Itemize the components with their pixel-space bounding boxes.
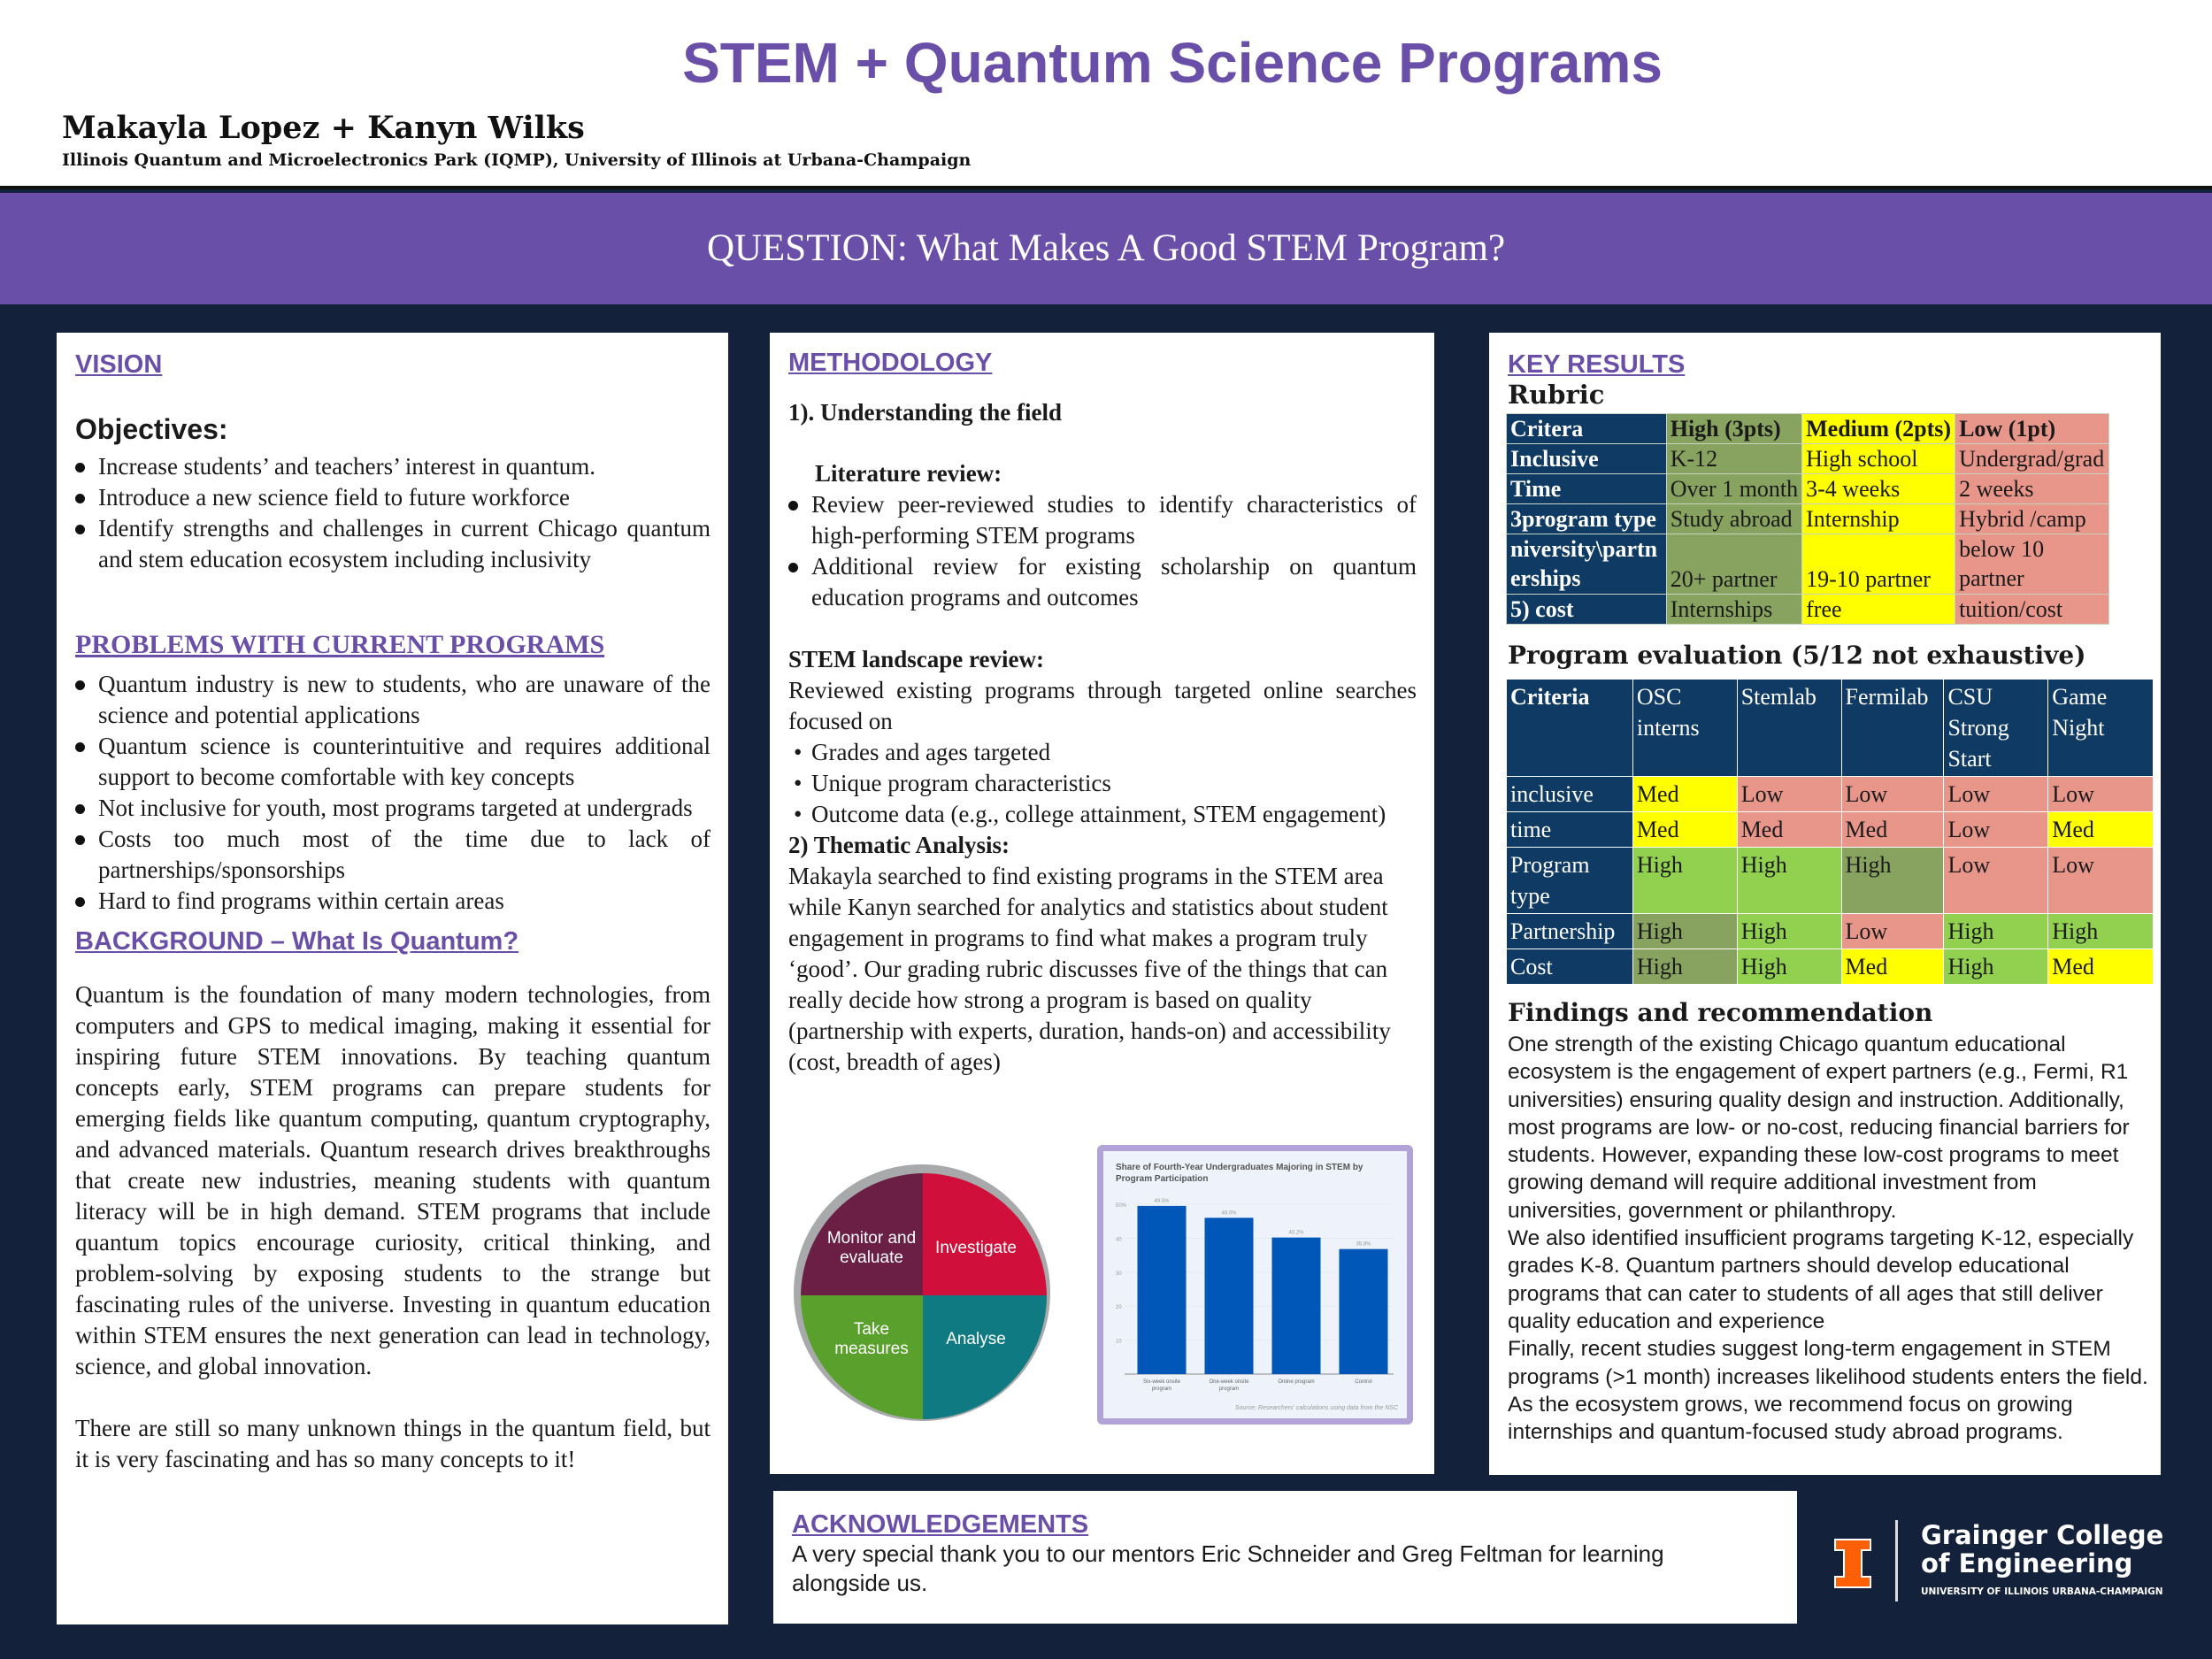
findings-paragraph: One strength of the existing Chicago quantum educational ecosystem is the engagement of expert partners (e.g., Fermi, R1 universities) ensuring quality design and instruction. Additionally, most programs are low- or no-cost, reducing financial barriers for students. However, expanding these low-cost programs to meet growing demand will require additional investment from universities, government or philanthropy.	[1508, 1033, 2130, 1223]
eval-cell: Low	[1944, 812, 2048, 848]
rubric-cell: Internship	[1802, 504, 1955, 534]
findings-text	[1508, 1031, 2154, 1446]
list-item: Increase students’ and teachers’ interest in quantum.	[75, 451, 710, 482]
eval-cell: High	[1737, 848, 1841, 914]
background-paragraph: Quantum is the foundation of many modern technologies, from computers and GPS to medical imaging, making it essential for inspiring future STEM innovations. By teaching quantum concepts early, STEM programs can prepare students for emerging fields like quantum computing, quantum cryptography, and advanced materials. Quantum research drives breakthroughs that create new industries, meaning students with quantum literacy will be in high demand. STEM programs that include quantum topics encourage curiosity, critical thinking, and problem-solving by exposing students to the strange but fascinating rules of the universe. Investing in quantum education within STEM ensures the next generation can lead in technology, science, and global innovation.	[75, 981, 710, 1379]
bar-value-label: 40.2%	[1288, 1230, 1304, 1236]
eval-cell: High	[1944, 949, 2048, 985]
eval-header-cell: Stemlab	[1737, 680, 1841, 777]
list-item: Not inclusive for youth, most programs targeted at undergrads	[75, 793, 710, 824]
rubric-cell: Medium (2pts)	[1802, 414, 1955, 444]
list-item: • Unique program characteristics	[788, 768, 1417, 799]
eval-header-row	[1507, 680, 2154, 777]
rubric-cell: free	[1802, 595, 1955, 625]
eval-cell: High	[1944, 914, 2048, 949]
cycle-investigate: Investigate	[923, 1173, 1047, 1297]
results-panel	[1489, 333, 2161, 1475]
eval-cell: Low	[1944, 848, 2048, 914]
rubric-cell: Inclusive	[1507, 444, 1667, 474]
findings-heading: Findings and recommendation	[1508, 998, 1933, 1027]
y-tick-label: 40	[1116, 1237, 1122, 1243]
rubric-cell: tuition/cost	[1955, 595, 2109, 625]
rubric-cell: Study abroad	[1666, 504, 1801, 534]
chart-title: Share of Fourth-Year Undergraduates Majoring in STEM by Program Participation	[1116, 1163, 1363, 1184]
bar-value-label: 36.8%	[1356, 1241, 1371, 1248]
rubric-cell: Undergrad/grad	[1955, 444, 2109, 474]
bar	[1272, 1238, 1321, 1374]
eval-cell: Med	[1841, 949, 1944, 985]
rubric-cell: 19-10 partner	[1802, 534, 1955, 595]
results-heading: KEY RESULTS	[1508, 350, 1686, 379]
chart-plot	[1103, 1151, 1407, 1418]
eval-cell: High	[1632, 914, 1737, 949]
eval-header-cell: CSU Strong Start	[1944, 680, 2048, 777]
eval-cell: Med	[1841, 812, 1944, 848]
logo-line3: UNIVERSITY OF ILLINOIS URBANA-CHAMPAIGN	[1921, 1586, 2163, 1597]
list-item: Identify strengths and challenges in current Chicago quantum and stem education ecosystem including inclusivity	[75, 513, 710, 575]
rubric-cell: 20+ partner	[1666, 534, 1801, 595]
rubric-cell: K-12	[1666, 444, 1801, 474]
rubric-heading: Rubric	[1508, 380, 1605, 410]
rubric-row	[1507, 534, 2109, 595]
cycle-diagram	[792, 1150, 1052, 1440]
landscape-text: Reviewed existing programs through targeted online searches focused on	[788, 677, 1417, 734]
list-item: Introduce a new science field to future workforce	[75, 482, 710, 513]
left-panel	[57, 333, 728, 1624]
logo-line2: of Engineering	[1921, 1548, 2133, 1578]
findings-paragraph: Finally, recent studies suggest long-term engagement in STEM programs (>1 month) increases likelihood students enters the field. As the ecosystem grows, we recommend focus on growing internships and quantum-focused study abroad programs.	[1508, 1337, 2148, 1445]
acknowledgements-text: A very special thank you to our mentors Eric Schneider and Greg Feltman for learning alongside us.	[792, 1540, 1664, 1596]
eval-cell: Med	[1632, 812, 1737, 848]
rubric-table	[1506, 413, 2109, 625]
poster-title: STEM + Quantum Science Programs	[682, 31, 1663, 95]
eval-cell: Med	[1632, 777, 1737, 812]
program-evaluation-table	[1506, 679, 2154, 985]
rubric-cell: Over 1 month	[1666, 474, 1801, 504]
stem-bar-chart	[1097, 1145, 1413, 1425]
eval-row-label: Cost	[1507, 949, 1633, 985]
methodology-heading: METHODOLOGY	[788, 349, 993, 377]
eval-row-label: Partnership	[1507, 914, 1633, 949]
rubric-row	[1507, 504, 2109, 534]
chart-source: Source: Researchers' calculations using data from the NSC	[1234, 1405, 1398, 1411]
eval-row	[1507, 949, 2154, 985]
rubric-row	[1507, 595, 2109, 625]
rubric-cell: Low (1pt)	[1955, 414, 2109, 444]
eval-heading: Program evaluation (5/12 not exhaustive)	[1508, 641, 2086, 670]
cycle-analyse: Analyse	[923, 1295, 1047, 1419]
eval-cell: High	[1737, 949, 1841, 985]
eval-header-cell: Criteria	[1507, 680, 1633, 777]
literature-list	[788, 489, 1417, 613]
rubric-cell: 5) cost	[1507, 595, 1667, 625]
objectives-list	[75, 451, 710, 575]
question-banner: QUESTION: What Makes A Good STEM Program?	[0, 193, 2212, 304]
eval-row	[1507, 848, 2154, 914]
y-tick-label: 30	[1116, 1271, 1122, 1277]
eval-cell: High	[1632, 949, 1737, 985]
step1-heading: 1). Understanding the field	[788, 399, 1063, 426]
eval-cell: Low	[1737, 777, 1841, 812]
eval-cell: Low	[2048, 848, 2154, 914]
grainger-logo	[1831, 1517, 2164, 1601]
authors: Makayla Lopez + Kanyn Wilks	[62, 110, 585, 146]
list-item: Additional review for existing scholarship on quantum education programs and outcomes	[788, 551, 1417, 613]
illinois-block-i-icon	[1833, 1538, 1872, 1589]
vision-heading: VISION	[75, 350, 163, 379]
rubric-row	[1507, 444, 2109, 474]
x-tick-label: Six-week onsite program	[1142, 1379, 1181, 1392]
list-item: • Grades and ages targeted	[788, 737, 1417, 768]
bar	[1340, 1249, 1388, 1374]
eval-cell: Med	[2048, 949, 2154, 985]
literature-heading: Literature review:	[815, 460, 1002, 487]
rubric-cell: below 10 partner	[1955, 534, 2109, 595]
objectives-heading: Objectives:	[75, 413, 228, 445]
eval-cell: Low	[1841, 777, 1944, 812]
cycle-monitor: Monitor and evaluate	[801, 1173, 925, 1297]
eval-header-cell: Game Night	[2048, 680, 2154, 777]
eval-row	[1507, 914, 2154, 949]
list-item: Costs too much most of the time due to lack of partnerships/sponsorships	[75, 824, 710, 886]
poster-header	[0, 0, 2212, 189]
list-item: Quantum science is counterintuitive and requires additional support to become comfortable with key concepts	[75, 731, 710, 793]
bar	[1138, 1206, 1187, 1374]
eval-cell: Med	[1737, 812, 1841, 848]
list-item: Quantum industry is new to students, who are unaware of the science and potential applications	[75, 669, 710, 731]
rubric-row	[1507, 414, 2109, 444]
x-tick-label: One-week onsite program	[1209, 1379, 1249, 1392]
eval-row	[1507, 812, 2154, 848]
eval-row-label: time	[1507, 812, 1633, 848]
thematic-text: Makayla searched to find existing programs in the STEM area while Kanyn searched for analytics and statistics about student engagement in programs to find what makes a program truly ‘good’. Our grading rubric discusses five of the things that can really decide how strong a program is based on quality (partnership with experts, duration, hands-on) and accessibility (cost, breadth of ages)	[788, 863, 1391, 1075]
bar-value-label: 49.5%	[1154, 1198, 1170, 1204]
rubric-cell: Time	[1507, 474, 1667, 504]
rubric-cell: Critera	[1507, 414, 1667, 444]
rubric-cell: Internships	[1666, 595, 1801, 625]
eval-header-cell: Fermilab	[1841, 680, 1944, 777]
bar	[1205, 1217, 1254, 1374]
background-heading: BACKGROUND – What Is Quantum?	[75, 927, 519, 956]
rubric-cell: 3-4 weeks	[1802, 474, 1955, 504]
rubric-cell: High (3pts)	[1666, 414, 1801, 444]
list-item: Review peer-reviewed studies to identify characteristics of high-performing STEM programs	[788, 489, 1417, 551]
eval-cell: High	[1632, 848, 1737, 914]
landscape-list	[788, 737, 1417, 830]
findings-paragraph: We also identified insufficient programs targeting K-12, especially grades K-8. Quantum partners should develop educational programs that can cater to students of all ages that still deliver quality education and experience	[1508, 1226, 2134, 1333]
eval-row	[1507, 777, 2154, 812]
rubric-cell: Hybrid /camp	[1955, 504, 2109, 534]
logo-line1: Grainger College	[1921, 1520, 2164, 1550]
rubric-cell: High school	[1802, 444, 1955, 474]
acknowledgements-heading: ACKNOWLEDGEMENTS	[792, 1510, 1089, 1539]
rubric-row	[1507, 474, 2109, 504]
rubric-cell: 2 weeks	[1955, 474, 2109, 504]
eval-cell: Low	[2048, 777, 2154, 812]
bar-value-label: 46.0%	[1221, 1210, 1237, 1217]
problems-list	[75, 669, 710, 917]
y-tick-label: 20	[1116, 1305, 1122, 1311]
rubric-cell: niversity\partn erships	[1507, 534, 1667, 595]
list-item: • Outcome data (e.g., college attainment, STEM engagement)	[788, 799, 1417, 830]
step2-heading: 2) Thematic Analysis:	[788, 832, 1010, 858]
eval-cell: Low	[1841, 914, 1944, 949]
eval-row-label: Program type	[1507, 848, 1633, 914]
eval-row-label: inclusive	[1507, 777, 1633, 812]
background-closing: There are still so many unknown things in the quantum field, but it is very fascinating and has so many concepts to it!	[75, 1415, 710, 1472]
eval-cell: High	[2048, 914, 2154, 949]
eval-cell: Low	[1944, 777, 2048, 812]
x-tick-label: Online program	[1278, 1379, 1315, 1385]
y-tick-label: 50%	[1116, 1203, 1127, 1209]
eval-cell: High	[1841, 848, 1944, 914]
rubric-cell: 3program type	[1507, 504, 1667, 534]
list-item: Hard to find programs within certain areas	[75, 886, 710, 917]
y-tick-label: 10	[1116, 1339, 1122, 1345]
problems-heading: PROBLEMS WITH CURRENT PROGRAMS	[75, 630, 605, 659]
x-tick-label: Control	[1355, 1379, 1372, 1385]
eval-cell: Med	[2048, 812, 2154, 848]
eval-header-cell: OSC interns	[1632, 680, 1737, 777]
landscape-heading: STEM landscape review:	[788, 646, 1044, 672]
cycle-take-measures: Take measures	[801, 1295, 925, 1419]
logo-divider	[1895, 1520, 1898, 1601]
acknowledgements-panel	[773, 1491, 1797, 1624]
affiliation: Illinois Quantum and Microelectronics Park (IQMP), University of Illinois at Urbana-Champaign	[62, 150, 972, 170]
eval-cell: High	[1737, 914, 1841, 949]
